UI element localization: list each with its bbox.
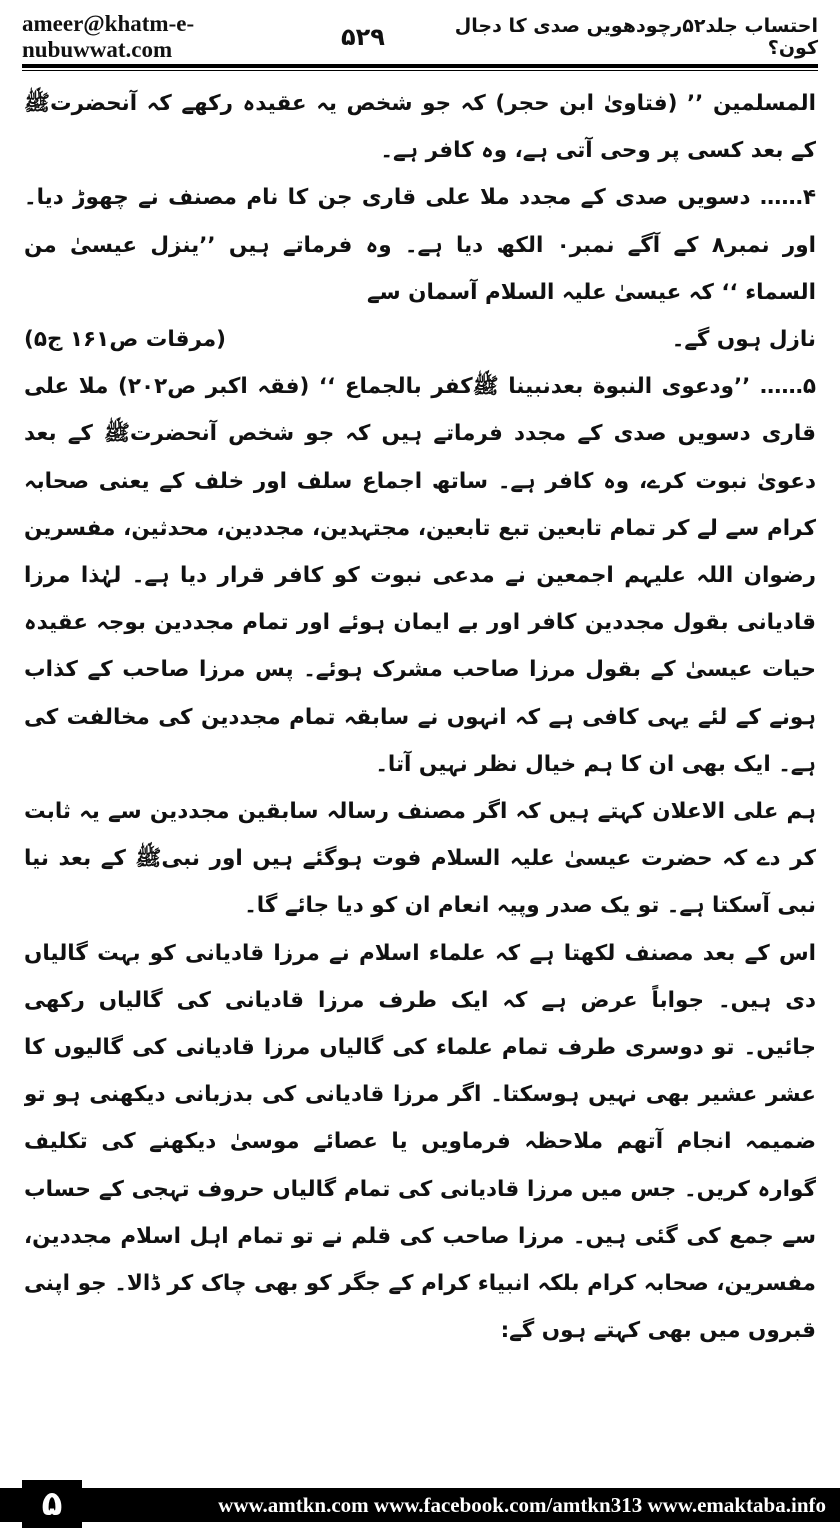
header-rule-thin [22,70,818,71]
reference-marqat: (مرقات ص۱۶۱ ج۵) [24,327,226,353]
page-number: ۵۲۹ [340,23,385,51]
page-footer [0,1478,840,1540]
paragraph-2-last-line [24,316,816,363]
header-right [341,15,818,59]
paragraph-3: ۵…… ’’ودعوی النبوة بعدنبینا ﷺکفر بالجماع ‘‘ (فقہ اکبر ص۲۰۲) ملا علی قاری دسویں صدی کے مجدد فرماتے ہیں کہ جو شخص آنحضرتﷺ کے بعد دعویٰ نبوت کرے، وہ کافر ہے۔ ساتھ اجماع سلف اور خلف کے یعنی صحابہ کرام سے لے کر تمام تابعین تبع تابعین، مجتہدین، مجددین، محدثین، مفسرین رضوان اللہ علیہم اجمعین نے مدعی نبوت کو کافر قرار دیا ہے۔ لہٰذا مرزا قادیانی بقول مجددین کافر اور بے ایمان ہوئے اور تمام مجددین بوجہ عقیدہ حیات عیسیٰ کے بقول مرزا صاحب مشرک ہوئے۔ پس مرزا صاحب کے کذاب ہونے کے لئے یہی کافی ہے کہ انہوں نے سابقہ تمام مجددین کی مخالفت کی ہے۔ ایک بھی ان کا ہم خیال نظر نہیں آتا۔ [24,374,816,777]
header-rule-thick [22,64,818,68]
paragraph-2: ۴…… دسویں صدی کے مجدد ملا علی قاری جن کا نام مصنف نے چھوڑ دیا۔ اور نمبر۸ کے آگے نمبر۰ الکھ دیا ہے۔ وہ فرماتے ہیں ’’ینزل عیسیٰ من السماء ‘‘ کہ عیسیٰ علیہ السلام آسمان سے [24,185,816,305]
paragraph-2-end: نازل ہوں گے۔ [671,327,816,353]
footer-urls: www.amtkn.com www.facebook.com/amtkn313 www.emaktaba.info [218,1492,826,1517]
header-email: ameer@khatm-e-nubuwwat.com [22,11,195,62]
book-number: ۵ [22,1480,82,1528]
book-title: احتساب جلد۵۲رچودھویں صدی کا دجال کون؟ [454,15,818,59]
page-body [24,80,816,1470]
paragraph-4: ہم علی الاعلان کہتے ہیں کہ اگر مصنف رسالہ سابقین مجددین سے یہ ثابت کر دے کہ حضرت عیسیٰ علیہ السلام فوت ہوگئے ہیں اور نبیﷺ کے بعد نیا نبی آسکتا ہے۔ تو یک صدر وپیہ انعام ان کو دیا جائے گا۔ [24,799,816,919]
page-header [22,11,818,62]
paragraph-5: اس کے بعد مصنف لکھتا ہے کہ علماء اسلام نے مرزا قادیانی کو بہت گالیاں دی ہیں۔ جواباً عرض ہے کہ ایک طرف مرزا قادیانی کی گالیاں رکھی جائیں۔ تو دوسری طرف تمام علماء کی گالیاں مرزا قادیانی کی گالیوں کا عشر عشیر بھی نہیں ہوسکتا۔ اگر مرزا قادیانی کی بدزبانی دیکھنی ہو تو ضمیمہ انجام آتھم ملاحظہ فرماویں یا عصائے موسیٰ دیکھنے کی تکلیف گوارہ کریں۔ جس میں مرزا قادیانی کی تمام گالیاں حروف تہجی کے حساب سے جمع کی گئی ہیں۔ مرزا صاحب کی قلم نے تو تمام اہل اسلام مجددین، مفسرین، صحابہ کرام بلکہ انبیاء کرام کے جگر کو بھی چاک کر ڈالا۔ جو اپنی قبروں میں بھی کہتے ہوں گے: [24,940,816,1344]
paragraph-1: المسلمین ’’ (فتاویٰ ابن حجر) کہ جو شخص یہ عقیدہ رکھے کہ آنحضرتﷺ کے بعد کسی پر وحی آتی ہے، وہ کافر ہے۔ [24,91,816,164]
